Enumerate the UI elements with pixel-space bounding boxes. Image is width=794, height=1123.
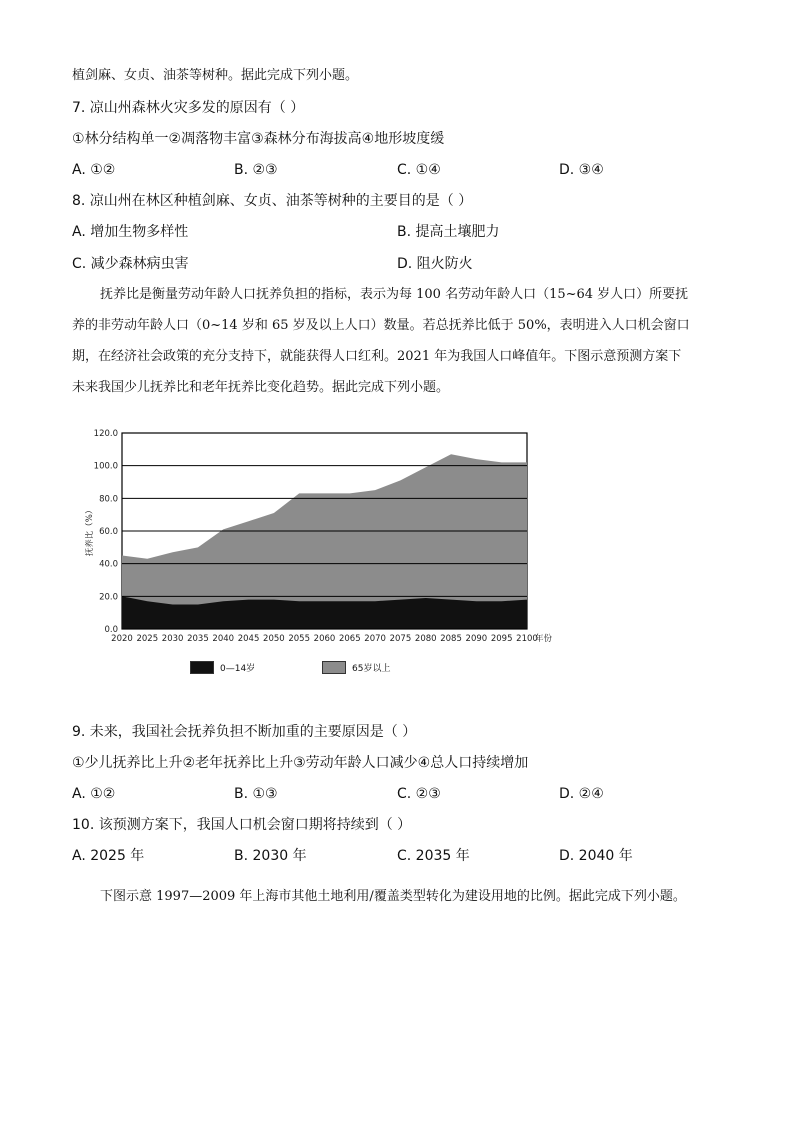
passage3: 下图示意 1997—2009 年上海市其他土地利用/覆盖类型转化为建设用地的比例。据此完成下列小题。: [100, 889, 686, 904]
passage2-line-2: 养的非劳动年龄人口（0~14 岁和 65 岁及以上人口）数量。若总抚养比低于 50%，表明进入人口机会窗口: [72, 318, 690, 333]
y-tick-label: 0.0: [104, 625, 118, 635]
x-tick-label: 2095: [490, 634, 513, 644]
legend-swatch-elderly: [322, 661, 346, 674]
y-tick-label: 60.0: [99, 527, 118, 537]
q10-option-b[interactable]: B. 2030 年: [234, 848, 307, 864]
passage2-line-1: 抚养比是衡量劳动年龄人口抚养负担的指标，表示为每 100 名劳动年龄人口（15~64 岁人口）所要抚: [100, 287, 689, 302]
passage2-line-3: 期，在经济社会政策的充分支持下，就能获得人口红利。2021 年为我国人口峰值年。下图示意预测方案下: [72, 349, 682, 364]
q7-option-b[interactable]: B. ②③: [234, 162, 278, 178]
q9-items: ①少儿抚养比上升②老年抚养比上升③劳动年龄人口减少④总人口持续增加: [72, 755, 529, 771]
x-tick-label: 2055: [288, 634, 311, 644]
y-tick-label: 20.0: [99, 592, 118, 603]
y-tick-label: 40.0: [99, 559, 118, 570]
dependency-ratio-chart: [85, 425, 565, 655]
x-tick-label: 2025: [136, 634, 159, 644]
q10-option-a[interactable]: A. 2025 年: [72, 848, 145, 864]
x-tick-label: 2065: [338, 634, 361, 644]
q8-option-b[interactable]: B. 提高土壤肥力: [397, 224, 500, 240]
y-tick-label: 120.0: [93, 429, 118, 439]
q8-option-a[interactable]: A. 增加生物多样性: [72, 224, 189, 240]
x-tick-label: 2100: [516, 634, 538, 644]
x-tick-label: 2035: [187, 634, 209, 644]
q7-option-c[interactable]: C. ①④: [397, 162, 441, 178]
q9-option-b[interactable]: B. ①③: [234, 786, 278, 802]
x-tick-label: 2030: [161, 634, 184, 644]
q8-option-c[interactable]: C. 减少森林病虫害: [72, 256, 189, 272]
legend-label-elderly: 65岁以上: [352, 664, 391, 674]
x-tick-label: 2050: [263, 634, 285, 644]
q7-stem: 7. 凉山州森林火灾多发的原因有（ ）: [72, 100, 305, 116]
x-tick-label: 2085: [440, 634, 462, 644]
x-tick-label: 2045: [237, 634, 260, 644]
q7-option-d[interactable]: D. ③④: [559, 162, 604, 178]
x-tick-label: 2020: [111, 634, 133, 644]
passage-tail: 植剑麻、女贞、油茶等树种。据此完成下列小题。: [72, 68, 359, 83]
q9-option-d[interactable]: D. ②④: [559, 786, 604, 802]
x-tick-label: 2040: [212, 634, 235, 644]
q7-items: ①林分结构单一②凋落物丰富③森林分布海拔高④地形坡度缓: [72, 131, 445, 147]
q10-option-d[interactable]: D. 2040 年: [559, 848, 633, 864]
q8-option-d[interactable]: D. 阻火防火: [397, 256, 473, 272]
x-tick-label: 2070: [364, 634, 386, 644]
x-tick-label: 2090: [465, 634, 488, 644]
x-tick-label: 2080: [414, 634, 437, 644]
q7-option-a[interactable]: A. ①②: [72, 162, 116, 178]
q9-option-c[interactable]: C. ②③: [397, 786, 441, 802]
y-tick-label: 80.0: [99, 494, 118, 505]
x-axis-unit: 年份: [535, 634, 553, 644]
passage2-line-4: 未来我国少儿抚养比和老年抚养比变化趋势。据此完成下列小题。: [72, 380, 450, 395]
x-tick-label: 2075: [389, 634, 412, 644]
q10-stem: 10. 该预测方案下，我国人口机会窗口期将持续到（ ）: [72, 817, 412, 833]
y-tick-label: 100.0: [93, 461, 118, 472]
legend-swatch-children: [190, 661, 214, 674]
q10-option-c[interactable]: C. 2035 年: [397, 848, 470, 864]
q9-option-a[interactable]: A. ①②: [72, 786, 116, 802]
x-tick-label: 2060: [313, 634, 336, 644]
y-axis-label: 抚养比（%）: [85, 505, 95, 557]
q9-stem: 9. 未来，我国社会抚养负担不断加重的主要原因是（ ）: [72, 724, 417, 740]
q8-stem: 8. 凉山州在林区种植剑麻、女贞、油茶等树种的主要目的是（ ）: [72, 193, 473, 209]
legend-label-children: 0—14岁: [220, 664, 256, 674]
